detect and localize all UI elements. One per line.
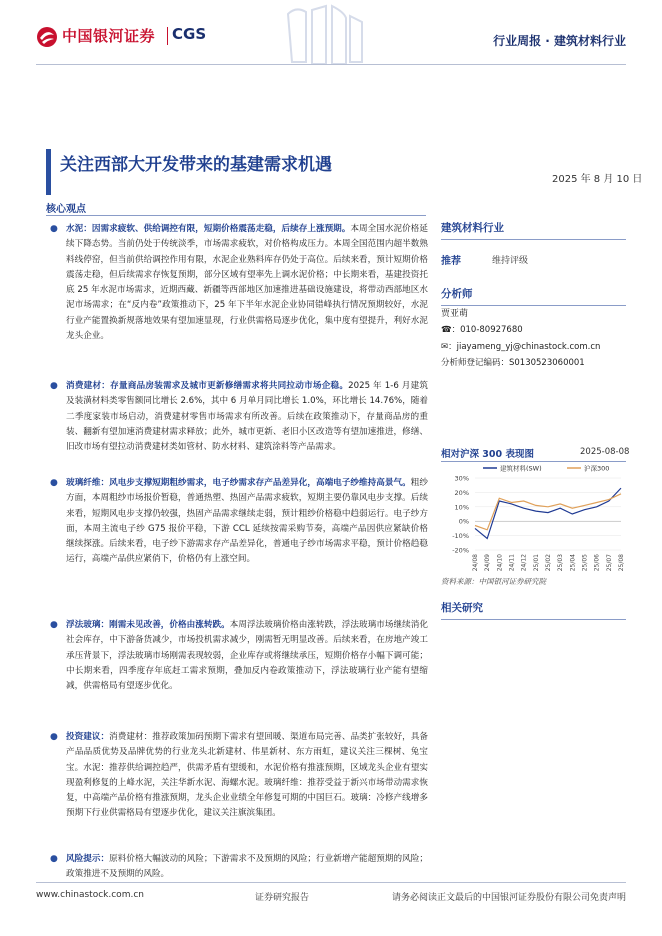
phone-number: 010-80927680	[460, 325, 523, 335]
analyst-phone	[441, 323, 523, 335]
bullet-icon: ●	[50, 854, 58, 864]
x-tick-label: 24/08	[472, 554, 479, 572]
legend-label: 沪深300	[584, 464, 610, 473]
list-item	[48, 379, 428, 465]
item-body: 2025 年 1-6 月建筑及装潢材料类零售额同比增长 2.6%，其中 6 月单月同比增长 1.0%，环比增长 14.76%，随着二季度家装市场启动，消费建材零售市场需求有所改善。后续在政策推动下，存量商品房的重装、翻新有望加速消费建材需求释放；此外，城市更新、老旧小区改造等有望加速推进，修缮、旧改市场有望拉动消费建材类如管材、防水材料、建筑涂料等产品需求。	[66, 381, 428, 453]
brand-name: 中国银河证券	[62, 27, 156, 45]
item-heading: 投资建议：	[66, 732, 110, 742]
watermark-logo-icon	[282, 4, 366, 68]
y-tick-label: 10%	[454, 503, 469, 512]
list-item	[48, 852, 428, 892]
item-heading: 玻璃纤维：风电步支撑短期粗纱需求，电子纱需求存产品差异化，高端电子纱维持高景气。	[66, 478, 411, 488]
main-content	[48, 222, 428, 892]
header-divider	[36, 64, 626, 65]
footer-disclaimer: 请务必阅读正文最后的中国银河证券股份有限公司免责声明	[391, 893, 626, 903]
core-views-label: 核心观点	[46, 204, 86, 215]
email-address[interactable]: jiayameng_yj@chinastock.com.cn	[456, 342, 601, 352]
item-heading: 浮法玻璃：刚需未见改善，价格由涨转跌。	[66, 620, 230, 630]
rating-label: 推荐	[441, 256, 461, 267]
analyst-email[interactable]	[441, 340, 600, 352]
phone-icon: ☎：	[441, 325, 461, 335]
rating-value: 维持评级	[492, 256, 529, 266]
item-heading: 风险提示：	[66, 854, 110, 864]
x-tick-label: 24/09	[484, 554, 492, 572]
related-research-heading: 相关研究	[441, 600, 626, 620]
x-tick-label: 25/08	[618, 554, 625, 572]
x-tick-label: 24/12	[520, 554, 528, 572]
relative-performance-chart	[441, 462, 626, 574]
item-body: 粗纱方面，本周粗纱市场报价暂稳，普通热塑、热固产品需求疲软，短期主要仍靠风电步支撑。后续来看，短期风电步支撑仍较强，热固产品需求继续走弱，预计粗纱价格稳中趋弱运行。电子纱方面，本周主流电子纱 G75 报价平稳，下游 CCL 延续按需采购节奏，高端产品因供应紧缺价格继续探涨。后续来看，电子纱下游需求存产品差异化，普通电子纱市场需求平稳，预计价格趋稳运行，高端产品供应紧俏下，价格仍有上涨空间。	[66, 478, 428, 565]
brand-divider	[167, 27, 168, 45]
bullet-icon: ●	[50, 381, 58, 391]
y-tick-label: 20%	[454, 488, 469, 497]
report-date: 2025 年 8 月 10 日	[552, 174, 643, 185]
y-tick-label: -10%	[452, 532, 469, 541]
list-item	[48, 476, 428, 607]
bullet-icon: ●	[50, 732, 58, 742]
sidebar	[441, 220, 626, 240]
x-tick-label: 24/10	[496, 554, 504, 572]
report-type: 行业周报 · 建筑材料行业	[493, 34, 626, 48]
x-tick-label: 25/04	[569, 554, 577, 572]
chart-title: 相对沪深 300 表现图	[441, 449, 534, 460]
chart-source: 资料来源：中国银河证券研究院	[441, 577, 546, 586]
bullet-icon: ●	[50, 478, 58, 488]
mail-icon: ✉：	[441, 342, 457, 352]
list-item	[48, 618, 428, 719]
y-tick-label: -20%	[452, 546, 469, 555]
footer-center: 证券研究报告	[255, 893, 310, 903]
x-tick-label: 25/03	[557, 554, 565, 572]
page-header	[0, 0, 662, 72]
page-title: 关注西部大开发带来的基建需求机遇	[60, 155, 332, 175]
list-item	[48, 222, 428, 368]
item-body: 原料价格大幅波动的风险；下游需求不及预期的风险；行业新增产能超预期的风险；政策推进不及预期的风险。	[66, 854, 428, 880]
x-tick-label: 25/05	[581, 554, 589, 572]
cgs-logo-icon	[36, 26, 58, 48]
series-line	[475, 494, 621, 530]
industry-heading: 建筑材料行业	[441, 220, 626, 240]
list-item	[48, 730, 428, 841]
x-tick-label: 25/06	[593, 554, 601, 572]
item-body: 消费建材：推荐政策加码预期下需求有望回暖、渠道布局完善、品类扩张较好，具备产品品质优势及品牌优势的行业龙头北新建材、伟星新材、东方雨虹，建议关注三棵树、兔宝宝。水泥：推荐供给调控趋严，供需矛盾有望缓和，水泥价格有推涨预期，区域龙头企业有望实现盈利修复的上峰水泥，关注华新水泥、海螺水泥。玻璃纤维：推荐受益于新兴市场带动需求恢复，中高端产品价格有推涨预期，龙头企业业绩全年修复可期的中国巨石。玻璃：冷修产线增多预期下行业供需格局有望逐步优化，建议关注旗滨集团。	[66, 732, 428, 819]
brand-abbr: CGS	[172, 25, 207, 43]
footer-divider	[36, 882, 626, 883]
legend-label: 建筑材料(SW)	[500, 464, 542, 473]
x-tick-label: 25/02	[545, 554, 552, 572]
x-tick-label: 25/07	[605, 554, 613, 572]
footer-website[interactable]: www.chinastock.com.cn	[36, 890, 144, 900]
item-heading: 消费建材：存量商品房装需求及城市更新修缮需求将共同拉动市场企稳。	[66, 381, 349, 391]
item-body: 本周全国水泥价格延续下降态势。当前仍处于传统淡季，市场需求疲软，对价格构成压力。本周全国范围内超半数熟料线停窑，但当前供给调控作用有限，水泥企业熟料库存仍处于高位。后续来看，预计短期价格震荡走稳，但后续需求存恢复预期，部分区域有望率先上调水泥价格；中长期来看，基建投资托底 25 年水泥市场需求，近期西藏、新疆等西部地区加速推进基础设施建设，将带动西部地区水泥市场需求；在“反内卷”政策推动下，25 年下半年水泥企业协同错峰执行情况预期较好，水泥行业产能置换新规落地效果有望加速显现，行业供需格局逐步优化，集中度有望提升，利好水泥龙头企业。	[66, 224, 428, 342]
y-tick-label: 0%	[458, 517, 469, 526]
chart-date: 2025-08-08	[580, 447, 630, 457]
analyst-name: 贾亚萌	[441, 309, 469, 319]
item-body: 本周浮法玻璃价格由涨转跌，浮法玻璃市场继续消化社会库存，中下游备货减少，市场投机需求减少，刚需暂无明显改善。后续来看，在房地产竣工承压背景下，浮法玻璃市场刚需表现较弱，企业库存或将继续承压，短期价格存小幅下调可能；中长期来看，四季度存年底赶工需求预期，叠加反内卷政策推动下，浮法玻璃行业产能有望缩减，供需格局有望逐步优化。	[66, 620, 428, 692]
title-accent-bar	[46, 149, 51, 195]
analyst-registration: 分析师登记编码：S0130523060001	[441, 358, 585, 368]
y-tick-label: 30%	[454, 474, 469, 483]
analyst-heading: 分析师	[441, 286, 626, 306]
series-line	[475, 488, 621, 538]
bullet-icon: ●	[50, 224, 58, 234]
x-tick-label: 24/11	[508, 554, 516, 572]
bullet-icon: ●	[50, 620, 58, 630]
item-heading: 水泥：因需求疲软、供给调控有限，短期价格震荡走稳，后续存上涨预期。	[66, 224, 351, 234]
core-divider	[46, 215, 426, 216]
x-tick-label: 25/01	[532, 554, 540, 572]
